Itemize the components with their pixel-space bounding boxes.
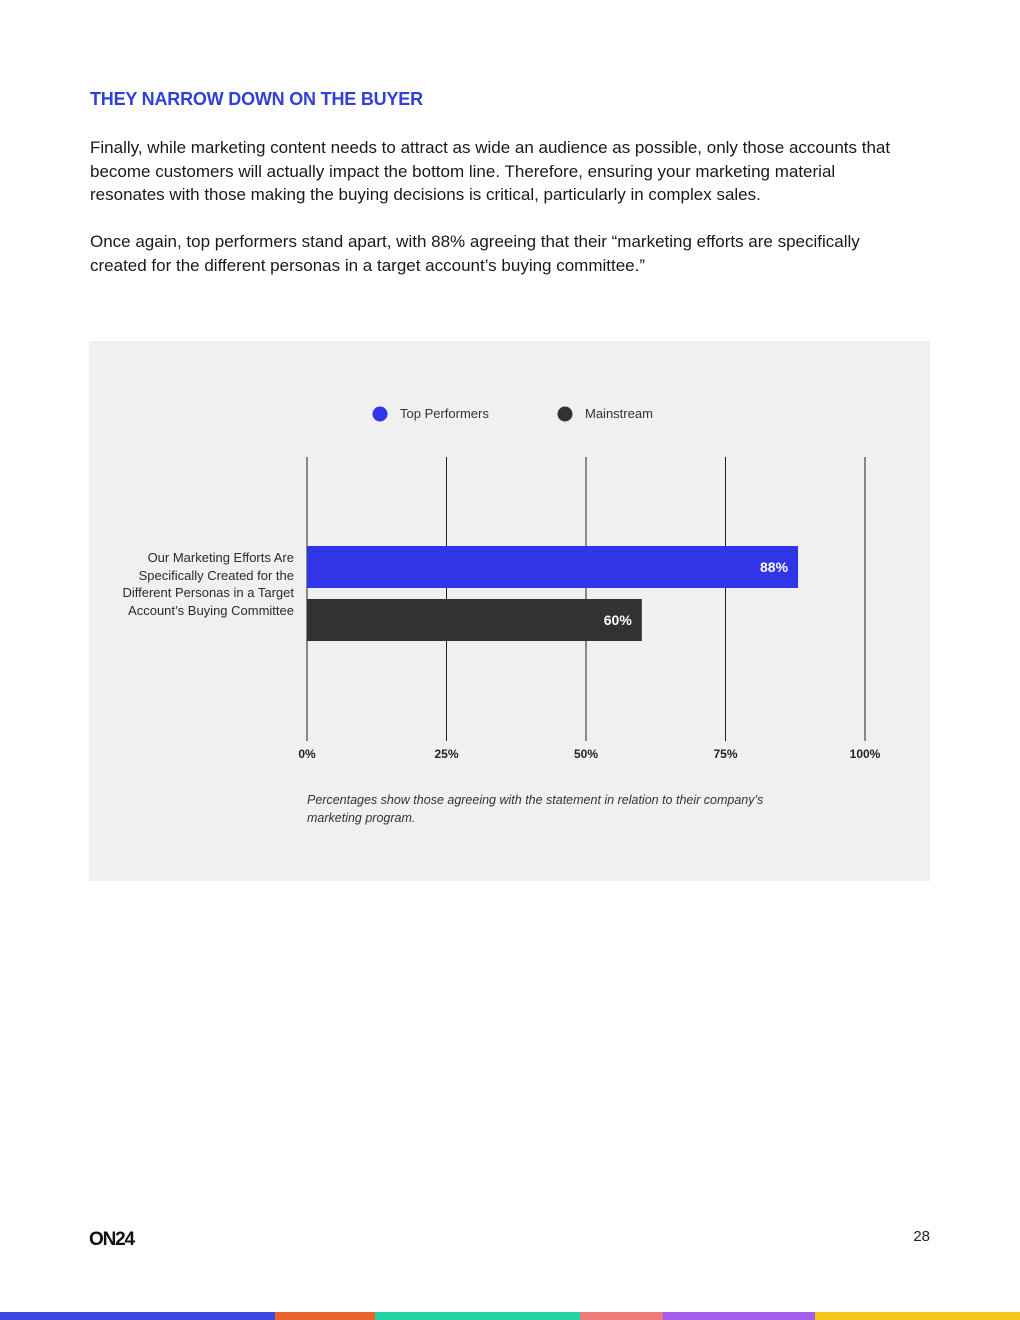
band-segment xyxy=(663,1312,815,1320)
footer-color-band xyxy=(0,1312,1020,1320)
chart-panel xyxy=(89,341,930,881)
band-segment xyxy=(275,1312,375,1320)
x-tick-label: 50% xyxy=(573,747,599,761)
x-tick-label: 75% xyxy=(713,747,738,761)
band-segment xyxy=(815,1312,1020,1320)
x-tick-label: 100% xyxy=(849,747,881,761)
band-segment xyxy=(580,1312,663,1320)
bar-top-performers xyxy=(307,546,798,588)
category-label: Our Marketing Efforts Are Specifically Created for the Different Personas in a Target Account’s Buying Committee xyxy=(122,550,294,618)
x-tick-label: 25% xyxy=(434,747,459,761)
section-heading: THEY NARROW DOWN ON THE BUYER xyxy=(90,89,423,109)
band-segment xyxy=(0,1312,275,1320)
legend-label: Top Performers xyxy=(400,406,489,421)
on24-logo xyxy=(89,1228,151,1248)
stat-paragraph: Once again, top performers stand apart, with 88% agreeing that their “marketing efforts are specifically created for the different personas in a target account’s buying committee.” xyxy=(90,232,860,275)
chart-legend xyxy=(373,406,653,422)
page-number: 28 xyxy=(913,1228,930,1245)
intro-paragraph: Finally, while marketing content needs to attract as wide an audience as possible, only those accounts that become customers will actually impact the bottom line. Therefore, ensuring your marketing material resonates with those making the buying decisions is critical, particularly in complex sales. xyxy=(90,138,891,204)
x-axis-ticks xyxy=(298,747,880,761)
band-segment xyxy=(375,1312,580,1320)
legend-marker xyxy=(373,407,388,422)
bar-value-label: 88% xyxy=(760,559,789,575)
bar-value-label: 60% xyxy=(603,612,632,628)
chart-footnote: Percentages show those agreeing with the statement in relation to their company’s marketing program. xyxy=(307,793,764,825)
legend-label: Mainstream xyxy=(585,406,653,421)
bar-mainstream xyxy=(307,599,642,641)
legend-marker xyxy=(558,407,573,422)
bars xyxy=(307,546,798,641)
x-tick-label: 0% xyxy=(298,747,316,761)
logo-wordmark: ON24 xyxy=(89,1229,134,1248)
